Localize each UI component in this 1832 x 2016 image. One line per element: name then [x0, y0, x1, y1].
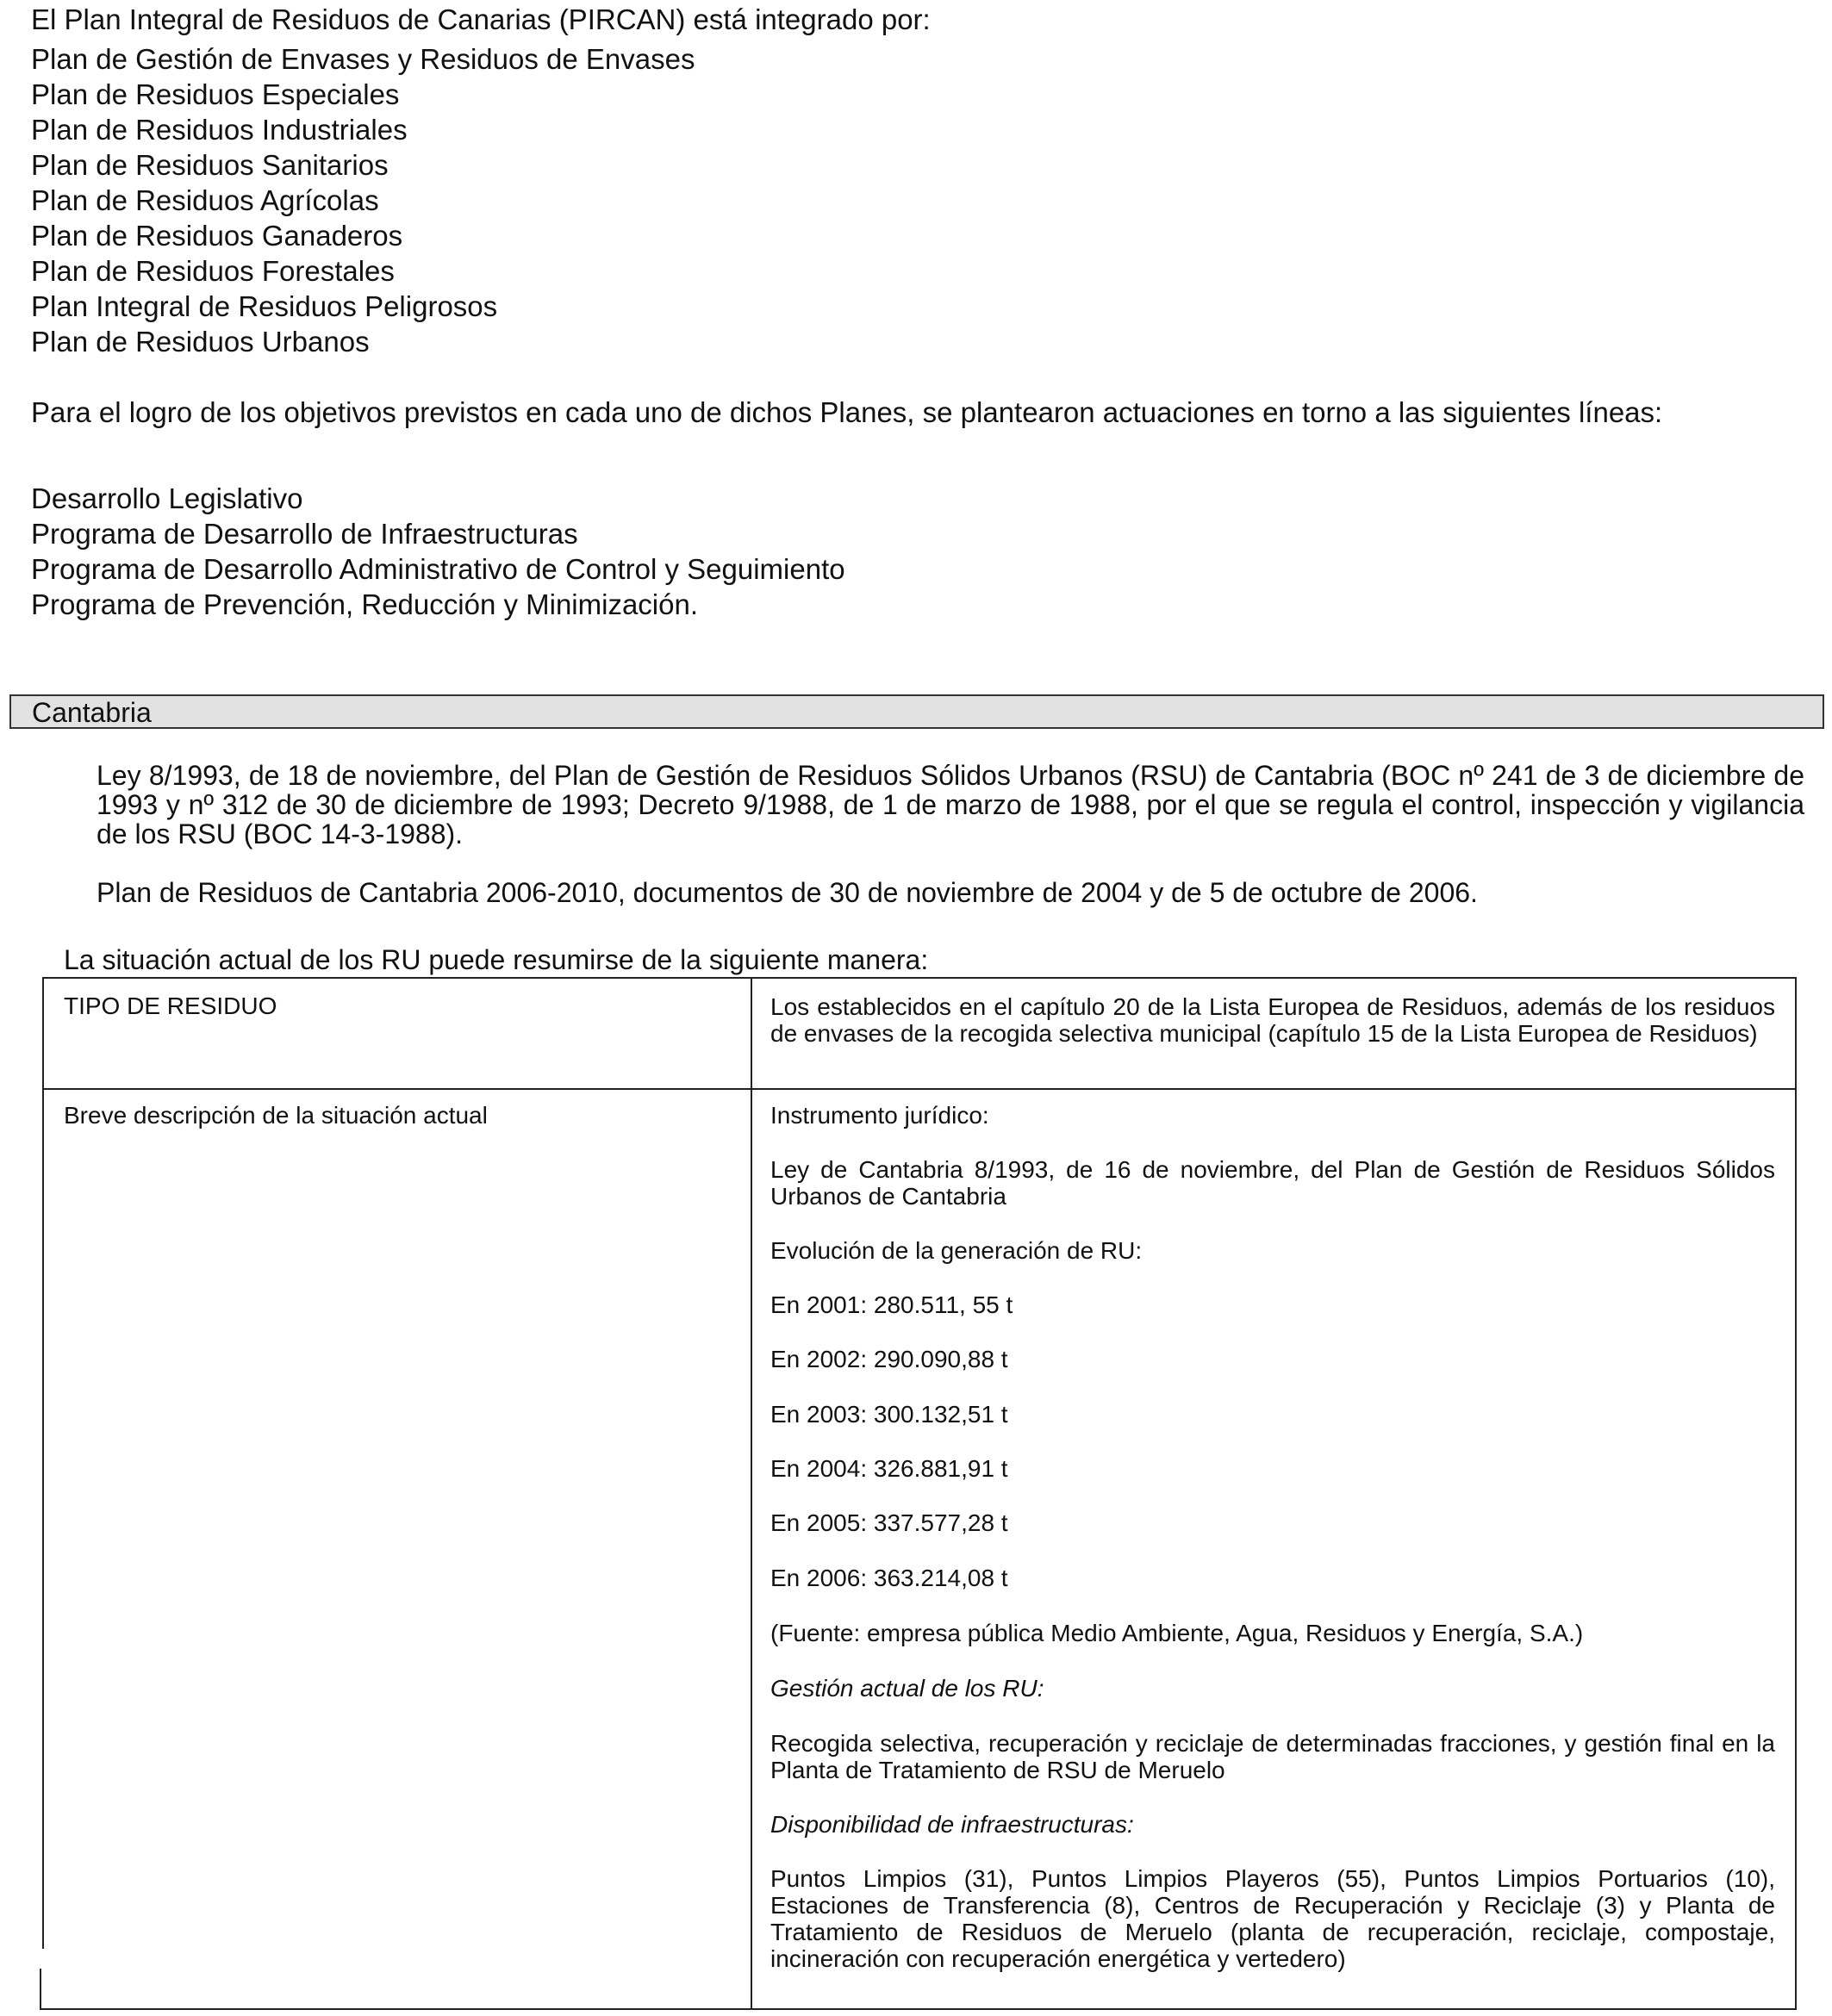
row1-label: TIPO DE RESIDUO	[64, 992, 277, 1019]
list-item: Programa de Desarrollo de Infraestructuras	[31, 518, 578, 550]
list-item: Plan de Residuos Ganaderos	[31, 220, 403, 252]
list-item: Plan de Residuos Urbanos	[31, 326, 370, 358]
plan-paragraph: Plan de Residuos de Cantabria 2006-2010, documentos de 30 de noviembre de 2004 y de 5 de octubre de 2006.	[97, 877, 1478, 908]
table-column-divider	[751, 977, 752, 2009]
list-item: Plan de Residuos Industriales	[31, 114, 408, 146]
section-title: Cantabria	[32, 697, 152, 728]
situation-intro: La situación actual de los RU puede resumirse de la siguiente manera:	[64, 944, 929, 975]
source-note: (Fuente: empresa pública Medio Ambiente, Agua, Residuos y Energía, S.A.)	[770, 1620, 1584, 1646]
infrastructure-text: Puntos Limpios (31), Puntos Limpios Playeros (55), Puntos Limpios Portuarios (10), Estaciones de Transferencia (8), Centros de Recuperación y Reciclaje (3) y Planta de Tratamiento de Residuos de Meruelo (planta de recuperación, reciclaje, compostaje, incineración con recuperación energética y vertedero)	[770, 1865, 1775, 1972]
list-item: Plan de Residuos Sanitarios	[31, 149, 389, 181]
row2-label: Breve descripción de la situación actual	[64, 1102, 488, 1129]
management-heading: Gestión actual de los RU:	[770, 1675, 1044, 1702]
table-border-left	[42, 977, 44, 1949]
legal-heading: Instrumento jurídico:	[770, 1102, 989, 1129]
list-item: Plan de Residuos Agrícolas	[31, 184, 379, 216]
section-header	[9, 694, 1824, 729]
action-lines-list	[31, 481, 845, 622]
evolution-heading: Evolución de la generación de RU:	[770, 1237, 1143, 1264]
objectives-paragraph: Para el logro de los objetivos previstos en cada uno de dichos Planes, se plantearon actuaciones en torno a las siguientes líneas:	[31, 396, 1663, 428]
evolution-item: En 2004: 326.881,91 t	[770, 1455, 1008, 1482]
intro-text: El Plan Integral de Residuos de Canarias (PIRCAN) está integrado por:	[31, 3, 931, 35]
table-border-left-lower	[40, 1969, 41, 2010]
law-paragraph: Ley 8/1993, de 18 de noviembre, del Plan de Gestión de Residuos Sólidos Urbanos (RSU) de Cantabria (BOC nº 241 de 3 de diciembre de 1993 y nº 312 de 30 de diciembre de 1993; Decreto 9/1988, de 1 de marzo de 1988, por el que se regula el control, inspección y vigilancia de los RSU (BOC 14-3-1988).	[97, 760, 1804, 849]
list-item: Plan de Residuos Especiales	[31, 78, 400, 110]
list-item: Programa de Prevención, Reducción y Minimización.	[31, 588, 699, 620]
table-border-right	[1795, 977, 1797, 2009]
list-item: Plan Integral de Residuos Peligrosos	[31, 290, 498, 322]
list-item: Desarrollo Legislativo	[31, 482, 303, 514]
evolution-item: En 2003: 300.132,51 t	[770, 1401, 1008, 1428]
legal-text: Ley de Cantabria 8/1993, de 16 de noviembre, del Plan de Gestión de Residuos Sólidos Urbanos de Cantabria	[770, 1156, 1775, 1210]
evolution-item: En 2006: 363.214,08 t	[770, 1565, 1008, 1591]
evolution-item: En 2002: 290.090,88 t	[770, 1346, 1008, 1372]
plans-list	[31, 41, 1806, 359]
list-item: Plan de Gestión de Envases y Residuos de Envases	[31, 43, 695, 75]
list-item: Plan de Residuos Forestales	[31, 255, 395, 287]
infrastructure-heading: Disponibilidad de infraestructuras:	[770, 1811, 1134, 1838]
table-border-bottom	[41, 2008, 1797, 2010]
row1-content: Los establecidos en el capítulo 20 de la Lista Europea de Residuos, además de los residuos de envases de la recogida selectiva municipal (capítulo 15 de la Lista Europea de Residuos)	[770, 993, 1775, 1047]
list-item: Programa de Desarrollo Administrativo de Control y Seguimiento	[31, 553, 845, 585]
evolution-item: En 2001: 280.511, 55 t	[770, 1291, 1013, 1318]
management-text: Recogida selectiva, recuperación y reciclaje de determinadas fracciones, y gestión final en la Planta de Tratamiento de RSU de Meruelo	[770, 1730, 1775, 1783]
table-border-top	[42, 977, 1795, 979]
evolution-item: En 2005: 337.577,28 t	[770, 1509, 1008, 1536]
table-row-divider	[42, 1088, 1797, 1090]
